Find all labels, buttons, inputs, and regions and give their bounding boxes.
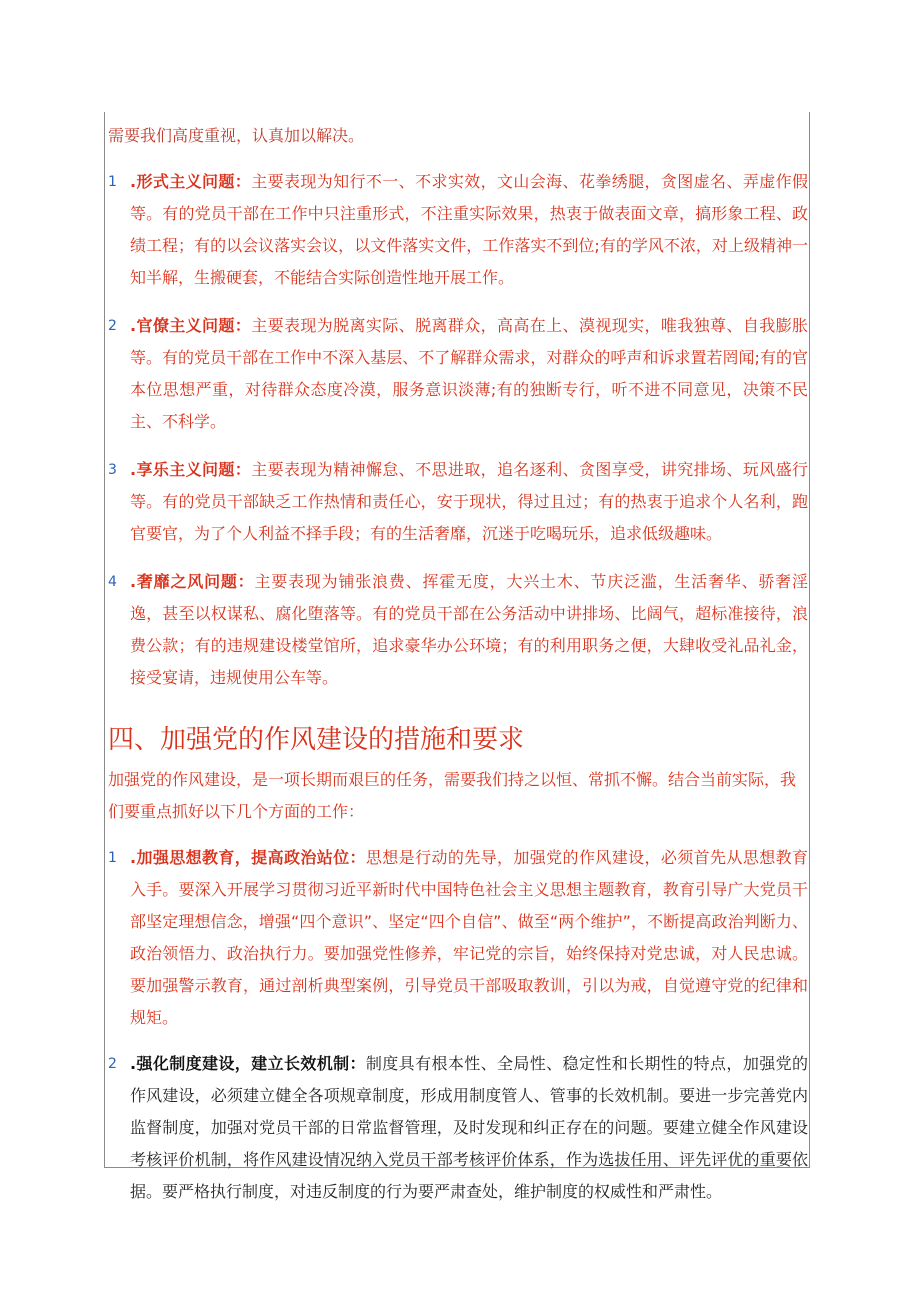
problem-item-3	[108, 454, 808, 550]
problem-item-4	[108, 566, 808, 694]
problem-item-1	[108, 166, 808, 294]
measure-item-1	[108, 842, 808, 1034]
item-label: .强化制度建设，建立长效机制：	[130, 1054, 366, 1073]
item-label: .加强思想教育，提高政治站位：	[130, 848, 366, 867]
item-label: .形式主义问题：	[130, 172, 252, 191]
item-text: 主要表现为精神懈怠、不思进取，追名逐利、贪图享受，讲究排场、玩风盛行等。有的党员干部缺乏工作热情和责任心，安于现状，得过且过；有的热衷于追求个人名利，跑官要官，为了个人利益不择手段；有的生活奢靡，沉迷于吃喝玩乐，追求低级趣味。	[130, 460, 808, 543]
item-label: .享乐主义问题：	[130, 460, 252, 479]
item-text: 思想是行动的先导，加强党的作风建设，必须首先从思想教育入手。要深入开展学习贯彻习近平新时代中国特色社会主义思想主题教育，教育引导广大党员干部坚定理想信念，增强“四个意识”、坚定“四个自信”、做至“两个维护”，不断提高政治判断力、政治领悟力、政治执行力。要加强党性修养，牢记党的宗旨，始终保持对党忠诚，对人民忠诚。要加强警示教育，通过剖析典型案例，引导党员干部吸取教训，引以为戒，自觉遵守党的纪律和规矩。	[130, 848, 808, 1027]
list-number: 4	[108, 574, 117, 590]
document-body	[108, 122, 808, 1208]
item-text: 主要表现为铺张浪费、挥霍无度，大兴土木、节庆泛滥，生活奢华、骄奢淫逸，甚至以权谋私、腐化堕落等。有的党员干部在公务活动中讲排场、比阔气，超标准接待，浪费公款；有的违规建设楼堂馆所，追求豪华办公环境；有的利用职务之便，大肆收受礼品礼金，接受宴请，违规使用公车等。	[130, 572, 808, 687]
item-text: 制度具有根本性、全局性、稳定性和长期性的特点，加强党的作风建设，必须建立健全各项规章制度，形成用制度管人、管事的长效机制。要进一步完善党内监督制度，加强对党员干部的日常监督管理，及时发现和纠正存在的问题。要建立健全作风建设考核评价机制，将作风建设情况纳入党员干部考核评价体系，作为选拔任用、评先评优的重要依据。要严格执行制度，对违反制度的行为要严肃查处，维护制度的权威性和严肃性。	[130, 1054, 808, 1201]
item-text: 主要表现为脱离实际、脱离群众，高高在上、漠视现实，唯我独尊、自我膨胀等。有的党员干部在工作中不深入基层、不了解群众需求，对群众的呼声和诉求置若罔闻;有的官本位思想严重，对待群众态度冷漠，服务意识淡薄;有的独断专行，听不进不同意见，决策不民主、不科学。	[130, 316, 808, 431]
list-number: 3	[108, 462, 117, 478]
item-text: 主要表现为知行不一、不求实效，文山会海、花拳绣腿，贪图虚名、弄虚作假等。有的党员干部在工作中只注重形式，不注重实际效果，热衷于做表面文章，搞形象工程、政绩工程；有的以会议落实会议，以文件落实文件，工作落实不到位;有的学风不浓，对上级精神一知半解，生搬硬套，不能结合实际创造性地开展工作。	[130, 172, 808, 287]
section-intro: 加强党的作风建设，是一项长期而艰巨的任务，需要我们持之以恒、常抓不懈。结合当前实际，我们要重点抓好以下几个方面的工作：	[108, 770, 797, 821]
problem-item-2	[108, 310, 808, 438]
intro-line: 需要我们高度重视，认真加以解决。	[108, 126, 365, 145]
list-number: 1	[108, 850, 117, 866]
measure-item-2	[108, 1048, 808, 1208]
list-number: 2	[108, 1056, 117, 1072]
item-label: .奢靡之风问题：	[130, 572, 255, 591]
list-number: 2	[108, 318, 117, 334]
section-heading: 四、加强党的作风建设的措施和要求	[108, 725, 525, 755]
list-number: 1	[108, 174, 117, 190]
item-label: .官僚主义问题：	[130, 316, 252, 335]
